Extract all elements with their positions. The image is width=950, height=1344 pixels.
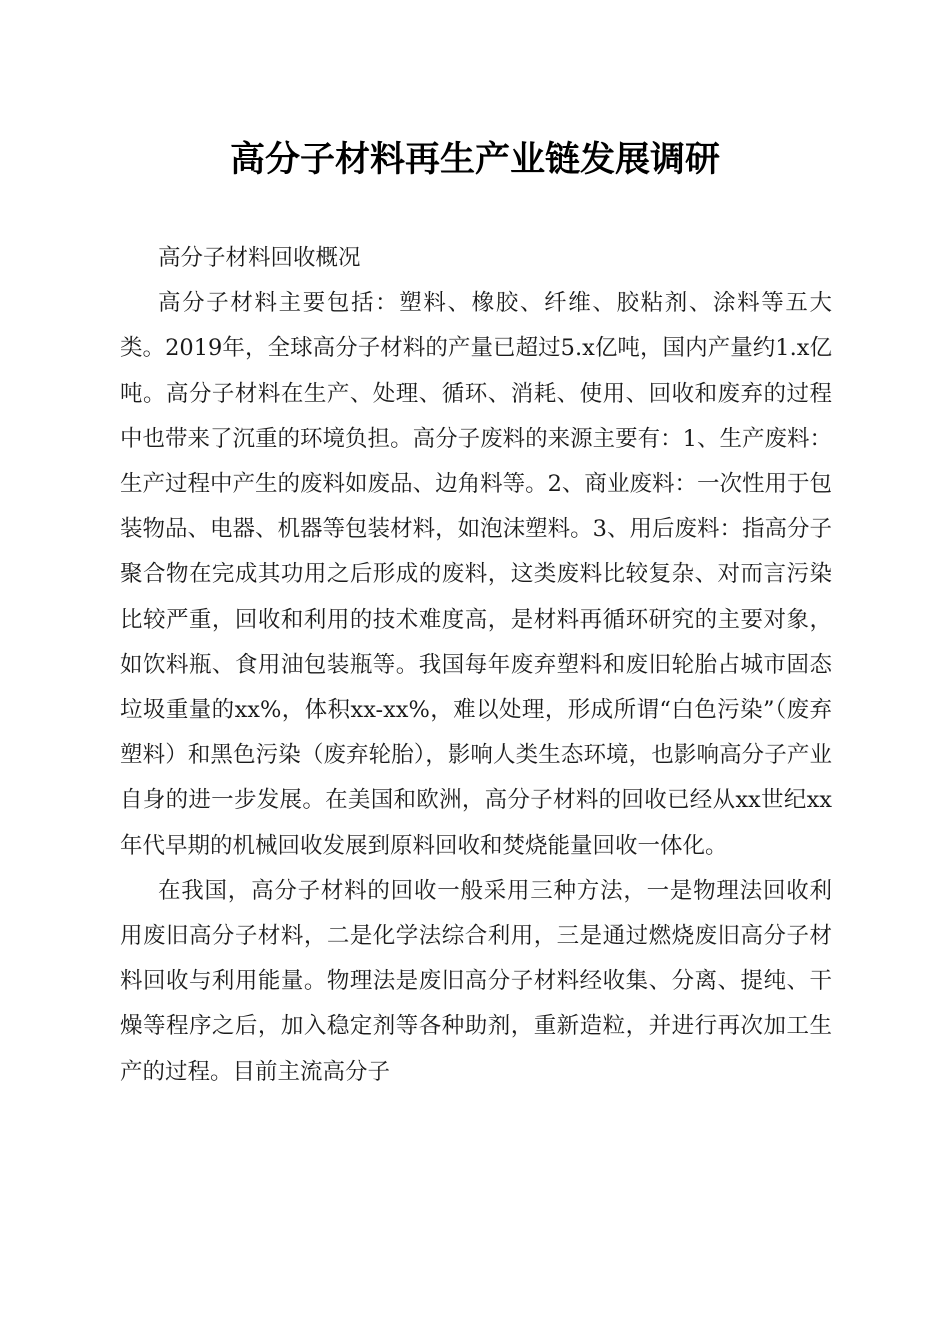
paragraph-recycling-methods: 在我国，高分子材料的回收一般采用三种方法，一是物理法回收利用废旧高分子材料，二是化学法综合利用，三是通过燃烧废旧高分子材料回收与利用能量。物理法是废旧高分子材料经收集、分离、提纯、干燥等程序之后，加入稳定剂等各种助剂，重新造粒，并进行再次加工生产的过程。目前主流高分子	[120, 877, 832, 1085]
paragraph-overview: 高分子材料主要包括：塑料、橡胶、纤维、胶粘剂、涂料等五大类。2019年，全球高分子材料的产量已超过5.x亿吨，国内产量约1.x亿吨。高分子材料在生产、处理、循环、消耗、使用、回收和废弃的过程中也带来了沉重的环境负担。高分子废料的来源主要有：1、生产废料：生产过程中产生的废料如废品、边角料等。2、商业废料：一次性用于包装物品、电器、机器等包装材料，如泡沫塑料。3、用后废料：指高分子聚合物在完成其功用之后形成的废料，这类废料比较复杂、对而言污染比较严重，回收和利用的技术难度高，是材料再循环研究的主要对象，如饮料瓶、食用油包装瓶等。我国每年废弃塑料和废旧轮胎占城市固态垃圾重量的xx%，体积xx-xx%，难以处理，形成所谓“白色污染”（废弃塑料）和黑色污染（废弃轮胎），影响人类生态环境，也影响高分子产业自身的进一步发展。在美国和欧洲，高分子材料的回收已经从xx世纪xx年代早期的机械回收发展到原料回收和焚烧能量回收一体化。	[120, 290, 832, 859]
document-title: 高分子材料再生产业链发展调研	[229, 139, 720, 180]
document-body	[120, 236, 832, 1095]
section-heading: 高分子材料回收概况	[158, 245, 361, 271]
